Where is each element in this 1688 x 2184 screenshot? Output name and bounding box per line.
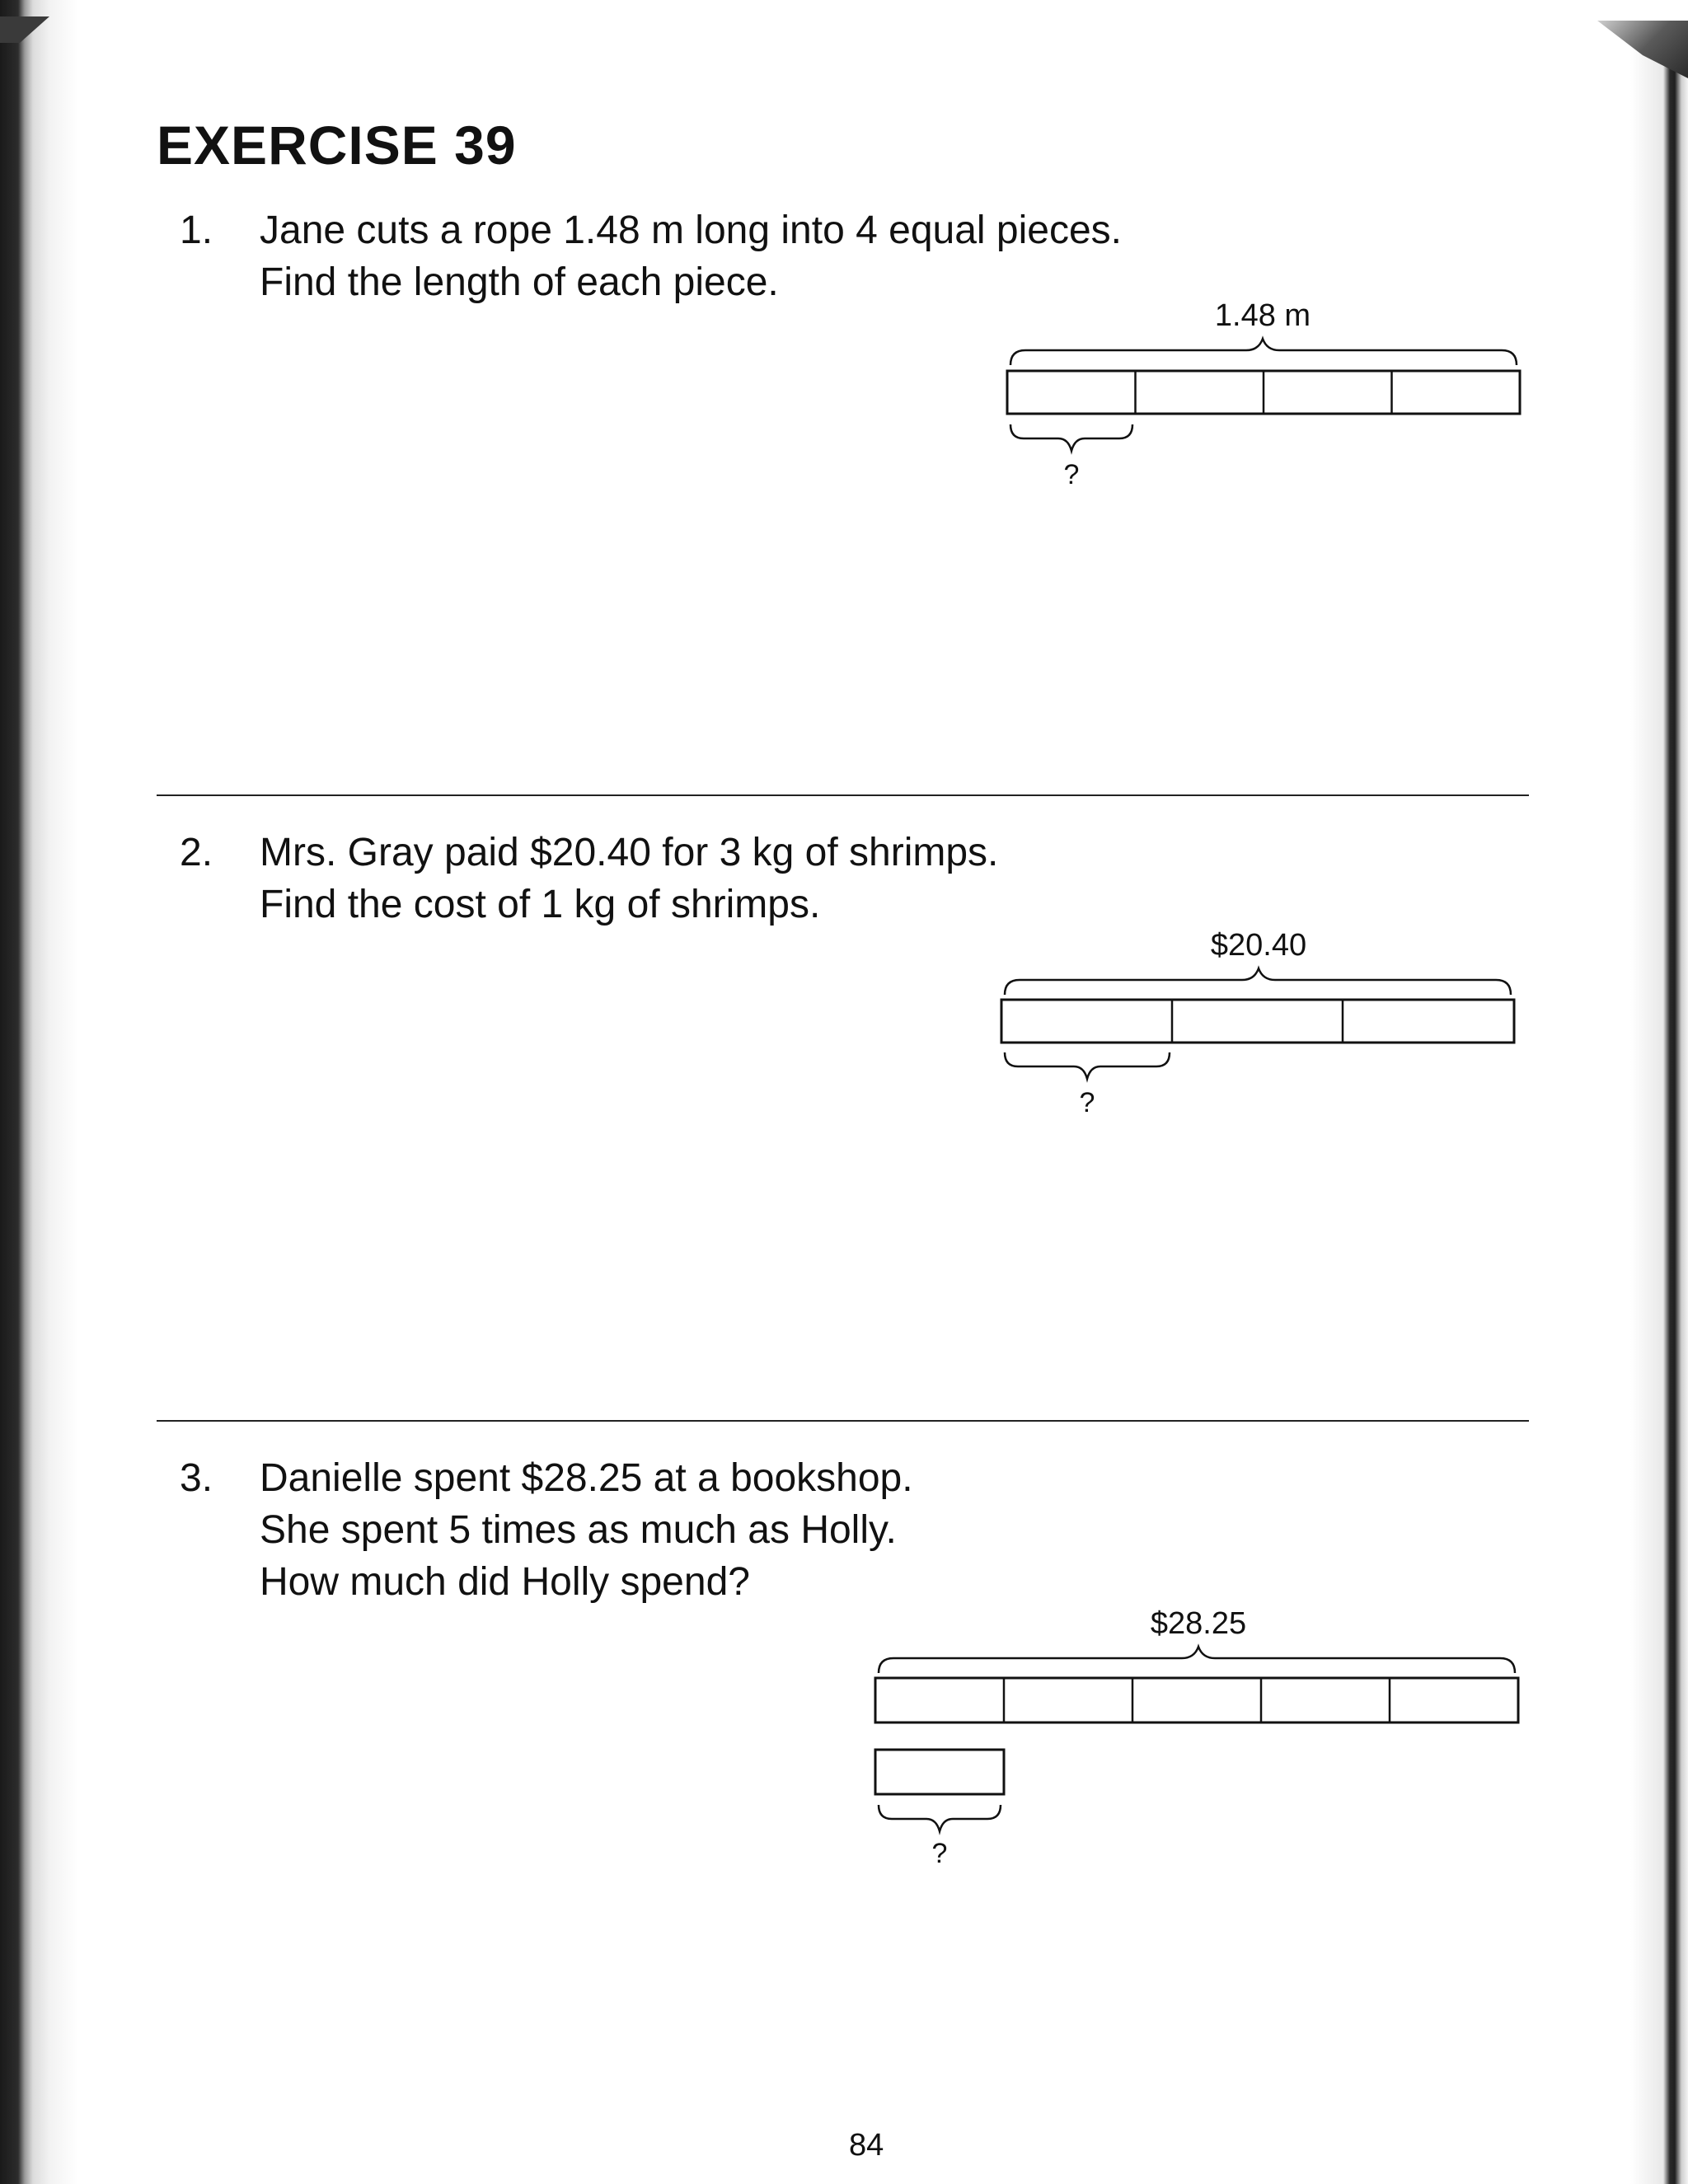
unknown-brace bbox=[1010, 424, 1132, 451]
bar-model-3-svg bbox=[875, 1597, 1526, 1877]
unknown-label: ? bbox=[1063, 459, 1080, 490]
bar-model-2-svg bbox=[1001, 921, 1521, 1118]
page-number: 84 bbox=[849, 2128, 884, 2163]
total-label: $28.25 bbox=[1150, 1606, 1247, 1641]
bar-outline bbox=[875, 1678, 1518, 1722]
problem-line: Mrs. Gray paid $20.40 for 3 kg of shrimps. bbox=[260, 831, 999, 874]
bar-outline bbox=[1001, 1000, 1514, 1043]
bar-model-1-svg bbox=[1007, 293, 1526, 490]
unknown-label: ? bbox=[931, 1838, 948, 1869]
problem-line: Danielle spent $28.25 at a bookshop. bbox=[260, 1456, 913, 1500]
total-label: $20.40 bbox=[1210, 928, 1307, 963]
unknown-brace bbox=[1005, 1052, 1170, 1079]
total-brace bbox=[1010, 339, 1517, 365]
unknown-label: ? bbox=[1079, 1087, 1095, 1118]
total-brace bbox=[879, 1647, 1515, 1673]
scan-edge-left bbox=[0, 0, 78, 2184]
scan-edge-right bbox=[1630, 21, 1688, 2184]
bar-model-3 bbox=[875, 1597, 1526, 1877]
total-label: 1.48 m bbox=[1214, 298, 1311, 333]
problem-line: How much did Holly spend? bbox=[260, 1560, 750, 1604]
section-divider bbox=[157, 1420, 1529, 1422]
problem-line: Find the length of each piece. bbox=[260, 260, 779, 304]
exercise-title: EXERCISE 39 bbox=[157, 115, 517, 176]
problem-number: 2. bbox=[180, 831, 213, 874]
bar-model-1 bbox=[1007, 293, 1526, 490]
problem-text bbox=[260, 1452, 1414, 1608]
problem-text bbox=[260, 827, 1414, 930]
problem-line: Find the cost of 1 kg of shrimps. bbox=[260, 883, 821, 926]
section-divider bbox=[157, 794, 1529, 796]
problem-line: She spent 5 times as much as Holly. bbox=[260, 1508, 897, 1552]
comparison-bar bbox=[875, 1750, 1004, 1794]
total-brace bbox=[1005, 968, 1511, 995]
unknown-brace bbox=[879, 1805, 1001, 1831]
bar-model-2 bbox=[1001, 921, 1521, 1118]
problem-number: 3. bbox=[180, 1456, 213, 1500]
problem-number: 1. bbox=[180, 209, 213, 252]
problem-line: Jane cuts a rope 1.48 m long into 4 equal pieces. bbox=[260, 209, 1123, 252]
